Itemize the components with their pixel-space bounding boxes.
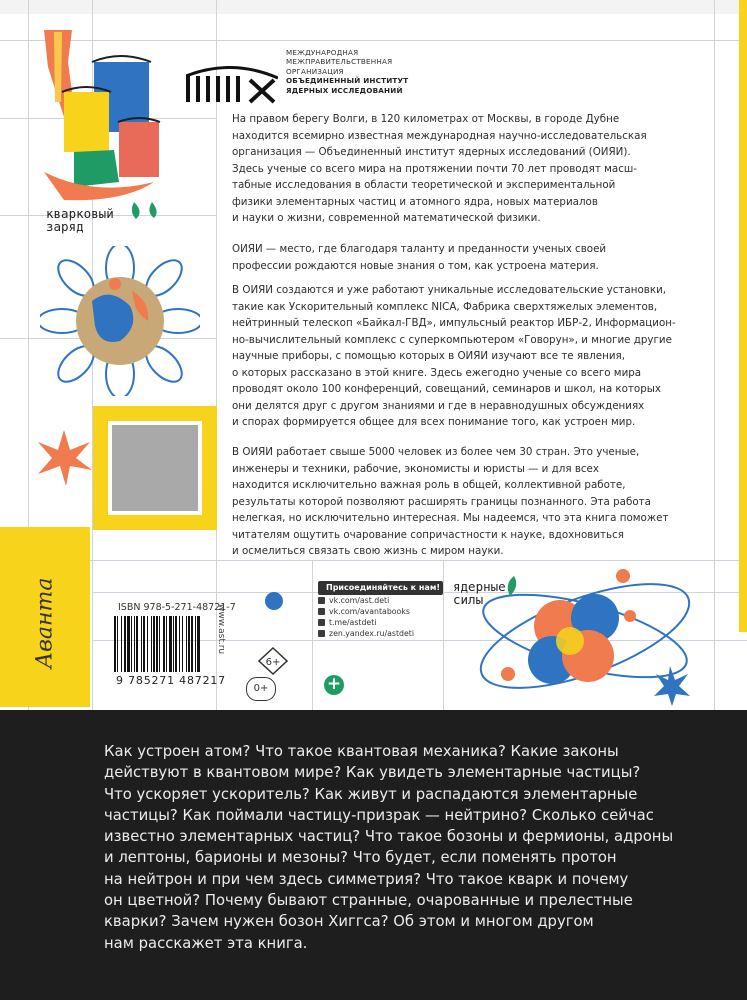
age-rating-badge (258, 647, 288, 675)
barcode-bar (147, 616, 148, 672)
nuclear-caption-line2: силы (453, 592, 484, 607)
text-line: На правом берегу Волги, в 120 километрах от Москвы, в городе Дубне (232, 113, 620, 125)
barcode-bar (153, 616, 155, 672)
text-line: научные приборы, с помощью которых в ОИЯИ изучают все те явления, (232, 350, 625, 362)
text-line: нейтринный телескоп «Байкал-ГВД», импульсный реактор ИБР-2, Информацион- (232, 317, 676, 329)
text-line: нелегкая, но исключительно интересная. Мы надеемся, что эта книга поможет (232, 512, 669, 524)
text-line: и осмелиться связать свою жизнь с миром науки. (232, 545, 504, 557)
text-line: В ОИЯИ создаются и уже работают уникальные исследовательские установки, (232, 284, 667, 296)
blurb-line: он цветной? Почему бывают странные, очарованные и прелестные (104, 892, 633, 910)
isbn-label: ISBN 978-5-271-48721-7 (118, 602, 236, 613)
nucleus-illustration (460, 556, 710, 706)
barcode-bar (136, 616, 138, 672)
org-title-line: ЯДЕРНЫХ ИССЛЕДОВАНИЙ (286, 85, 403, 95)
barcode-bar (195, 616, 196, 672)
nuclear-caption-line1: ядерные (453, 579, 506, 594)
quark-caption-line1: кварковый (46, 206, 114, 221)
star-decoration (34, 428, 94, 488)
grid-line (312, 560, 313, 710)
vk-icon (318, 608, 325, 615)
barcode-bar (179, 616, 180, 672)
text-line: табные исследования в области теоретической и экспериментальной (232, 179, 616, 191)
org-line: МЕЖДУНАРОДНАЯ (286, 48, 359, 57)
social-link-vk-avanta[interactable] (318, 606, 443, 617)
social-link-zen[interactable] (318, 628, 443, 639)
barcode-bar (117, 616, 118, 672)
barcode-bar (151, 616, 152, 672)
blurb-line: на нейтрон и при чем здесь симметрия? Что такое кварк и почему (104, 870, 629, 888)
text-line: находится исключительно важная роль в общей, коллективной работе, (232, 479, 626, 491)
telegram-icon (318, 619, 325, 626)
top-strip (0, 0, 747, 14)
text-line: проводят около 100 конференций, совещаний, семинаров и школ, на которых (232, 383, 661, 395)
blurb-line: и лептоны, барионы и мезоны? Что будет, если поменять протон (104, 849, 617, 867)
text-line: и спорах формируется общее для всех понимание того, как устроен мир. (232, 416, 636, 428)
barcode-bar (143, 616, 145, 672)
text-line: результаты которой позволяют расширять границы познанного. Эта работа (232, 495, 651, 508)
paragraph-intro (232, 111, 712, 227)
social-link-telegram[interactable] (318, 617, 443, 628)
social-link-text: vk.com/ast.deti (329, 596, 390, 605)
paragraph-facilities (232, 282, 712, 431)
social-link-vk-deti[interactable] (318, 595, 443, 606)
text-line: они делятся друг с другом знаниями и где в неравнодушных обсуждениях (232, 399, 645, 412)
social-links (318, 581, 443, 661)
barcode-number: 9 785271 487217 (116, 674, 226, 687)
text-line: инженеры и техники, рабочие, экономисты и юристы — и для всех (232, 462, 599, 475)
grey-square (112, 425, 198, 511)
text-line: но-вычислительный комплекс с суперкомпьютером «Говорун», и многие другие (232, 333, 672, 346)
text-line: о которых рассказано в этой книге. Здесь ежегодно ученые со всего мира (232, 366, 642, 379)
grid-line (443, 560, 444, 710)
text-line: Здесь ученые со всего мира на протяжении почти 70 лет проводят масш- (232, 162, 638, 175)
organization-name (286, 48, 486, 95)
barcode-bar (173, 616, 174, 672)
blurb-line: Как устроен атом? Что такое квантовая механика? Какие законы (104, 743, 619, 760)
website-link[interactable]: www.ast.ru (216, 604, 226, 655)
blurb-line: нам расскажет эта книга. (104, 934, 308, 952)
barcode-bar (131, 616, 132, 672)
age-rating-text: 6+ (265, 657, 281, 668)
barcode-bar (175, 616, 177, 672)
barcode-bar (127, 616, 130, 672)
barcode-bar (191, 616, 193, 672)
text-line: читателям ощутить очарование сопричастности к науке, вдохновиться (232, 528, 624, 541)
blurb-line: Что ускоряет ускоритель? Как живут и распадаются элементарные (104, 785, 638, 803)
org-line: МЕЖПРАВИТЕЛЬСТВЕННАЯ (286, 57, 393, 67)
text-line: организация — Объединенный институт ядерных исследований (ОИЯИ). (232, 146, 631, 158)
barcode-bar (169, 616, 172, 672)
barcode-bar (159, 616, 160, 672)
barcode-bar (188, 616, 190, 672)
vk-icon (318, 597, 325, 604)
jinr-logo-icon (186, 66, 278, 104)
paragraph-people (232, 444, 712, 560)
text-line: физики элементарных частиц и атомного ядра, новых материалов (232, 195, 598, 208)
text-line: и науки о жизни, современной математической физики. (232, 212, 541, 224)
blurb-line: действуют в квантовом мире? Как увидеть элементарные частицы? (104, 764, 641, 782)
age-zero-badge: 0+ (246, 677, 276, 701)
barcode-bar (121, 616, 122, 672)
barcode-bar (163, 616, 165, 672)
barcode-bar (141, 616, 142, 672)
social-heading: Присоединяйтесь к нам! (318, 581, 443, 595)
blue-dot (265, 592, 283, 610)
publisher-name: Аванта (32, 577, 58, 669)
paragraph-mission (232, 241, 712, 274)
blurb-text (104, 741, 704, 954)
barcode-bar (134, 616, 135, 672)
plus-icon: + (324, 675, 344, 695)
text-line: такие как Ускорительный комплекс NICA, Фабрика сверхтяжелых элементов, (232, 300, 658, 313)
barcode-bar (166, 616, 167, 672)
quark-caption (46, 207, 114, 233)
blurb-line: известно элементарных частиц? Что такое бозоны и фермионы, адроны (104, 828, 674, 846)
grid-line (714, 0, 715, 710)
blurb-line: частицы? Как поймали частицу-призрак — нейтрино? Сколько сейчас (104, 806, 654, 824)
social-link-text: vk.com/avantabooks (329, 607, 410, 616)
yellow-edge-bar (739, 0, 747, 632)
publisher-logo (2, 568, 88, 678)
paint-buckets-illustration (34, 22, 184, 222)
text-line: В ОИЯИ работает свыше 5000 человек из более чем 30 стран. Это ученые, (232, 446, 640, 458)
barcode-bar (182, 616, 183, 672)
text-line: находится всемирно известная международная научно-исследовательская (232, 129, 647, 142)
social-link-text: zen.yandex.ru/astdeti (329, 629, 414, 638)
org-title-line: ОБЪЕДИНЕННЫЙ ИНСТИТУТ (286, 76, 409, 86)
barcode-bar (114, 616, 116, 672)
barcode-bar (197, 616, 200, 672)
social-link-text: t.me/astdeti (329, 618, 377, 627)
blurb-line: кварки? Зачем нужен бозон Хиггса? Об этом и многом другом (104, 913, 594, 931)
barcode-bar (156, 616, 158, 672)
text-line: профессии рождаются новые знания о том, как устроена материя. (232, 259, 599, 272)
barcode-bar (124, 616, 126, 672)
quark-caption-line2: заряд (46, 219, 84, 234)
barcode-bar (186, 616, 187, 672)
org-line: ОРГАНИЗАЦИЯ (286, 66, 344, 76)
zen-icon (318, 630, 325, 637)
text-line: ОИЯИ — место, где благодаря таланту и преданности ученых своей (232, 243, 607, 255)
planet-illustration (40, 246, 200, 396)
